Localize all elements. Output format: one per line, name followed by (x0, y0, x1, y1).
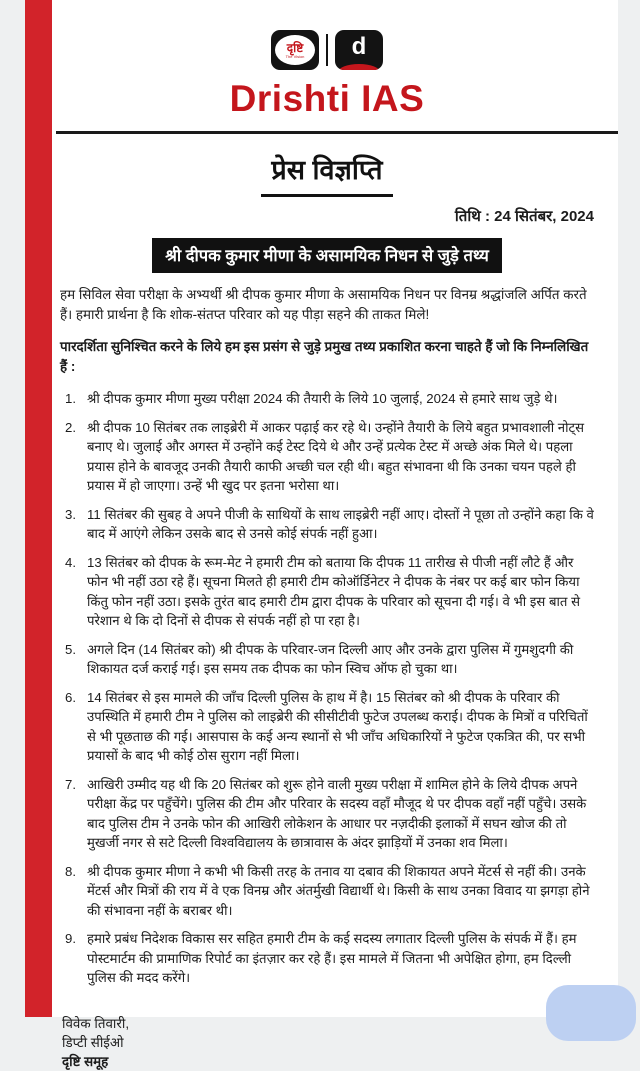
logo-ellipse (275, 35, 315, 65)
fact-item-text: 13 सितंबर को दीपक के रूम-मेट ने हमारी टीम को बताया कि दीपक 11 तारीख से पीजी नहीं लौटे हैं और फोन भी नहीं उठा रहे हैं। सूचना मिलते ही हमारी टीम कोऑर्डिनेटर ने दीपक के नंबर पर कई बार फोन किया किंतु फोन नहीं उठा। इसके तुरंत बाद हमारी टीम द्वारा दीपक के परिवार को सूचना दी गई। वे भी इस बात से परेशान थे कि दो दिनों से दीपक से संपर्क नहीं हो पा रहा है। (87, 554, 580, 628)
fact-item-number: 4. (65, 554, 76, 570)
drishti-logo (60, 30, 594, 70)
signatory-organization: दृष्टि समूह (62, 1053, 109, 1069)
drishti-d-logo-icon (335, 30, 383, 70)
fact-item-text: अगले दिन (14 सितंबर को) श्री दीपक के परिवार-जन दिल्ली आए और उनके द्वारा पुलिस में गुमशुदगी की शिकायत दर्ज कराई गई। इस समय तक दीपक का फोन स्विच ऑफ हो चुका था। (87, 641, 574, 676)
fact-item-number: 6. (65, 689, 76, 705)
date-label: तिथि : 24 सितंबर, 2024 (454, 208, 594, 225)
signature-block (60, 1014, 594, 1071)
fact-item-number: 8. (65, 863, 76, 879)
fact-item (60, 505, 594, 544)
fact-item (60, 775, 594, 853)
signatory-name: विवेक तिवारी, (62, 1015, 130, 1031)
fact-item-text: आखिरी उम्मीद यह थी कि 20 सितंबर को शुरू होने वाली मुख्य परीक्षा में शामिल होने के लिये दीपक अपने परीक्षा केंद्र पर पहुँचेंगे। पुलिस की टीम और परिवार के सदस्य वहाँ मौजूद थे पर दीपक वहाँ नहीं पहुँचे। उसके बाद पुलिस टीम ने उनके फोन की आखिरी लोकेशन के आधार पर नज़दीकी इलाकों में सघन खोज की तो मुखर्जी नगर से सटे दिल्ली विश्वविद्यालय के छात्रावास के अंदर झाड़ियों में उनका शव मिला। (87, 776, 587, 850)
brand-title: Drishti IAS (229, 78, 425, 119)
fact-item (60, 553, 594, 631)
fact-item-number: 2. (65, 419, 76, 435)
fact-item (60, 688, 594, 766)
subject-banner: श्री दीपक कुमार मीणा के असामयिक निधन से जुड़े तथ्य (152, 238, 502, 273)
blue-highlight-overlay (546, 985, 636, 1041)
signatory-designation: डिप्टी सीईओ (62, 1034, 124, 1050)
facts-list (60, 389, 594, 988)
fact-item-number: 9. (65, 931, 76, 946)
lead-paragraph: पारदर्शिता सुनिश्चित करने के लिये हम इस प्रसंग से जुड़े प्रमुख तथ्य प्रकाशित करना चाहते हैं जो कि निम्नलिखित हैं : (60, 339, 589, 374)
drishti-hindi-logo-icon (271, 30, 319, 70)
left-accent-bar (25, 0, 52, 1017)
fact-item-text: हमारे प्रबंध निदेशक विकास सर सहित हमारी टीम के कई सदस्य लगातार दिल्ली पुलिस के संपर्क में हैं। हम पोस्टमार्टम की प्रामाणिक रिपोर्ट का इंतज़ार कर रहे हैं। इस मामले में जितना भी अपेक्षित होगा, हम दिल्ली पुलिस की मदद करेंगे। (87, 931, 577, 985)
fact-item-number: 1. (65, 391, 76, 406)
logo-divider (326, 34, 328, 66)
logo-tagline: The Vision (285, 53, 305, 59)
doc-title: प्रेस विज्ञप्ति (261, 150, 392, 197)
logo-hindi-text: दृष्टि (286, 40, 304, 55)
fact-item-number: 3. (65, 506, 76, 522)
fact-item (60, 640, 594, 679)
fact-item-text: श्री दीपक कुमार मीणा ने कभी भी किसी तरह के तनाव या दबाव की शिकायत अपने मेंटर्स से नहीं की। उनके मेंटर्स और मित्रों की राय में वे एक विनम्र और अंतर्मुखी विद्यार्थी थे। किसी के साथ उनका विवाद या झगड़ा होने की संभावना नहीं के बराबर थी। (87, 863, 590, 918)
fact-item-text: 11 सितंबर की सुबह वे अपने पीजी के साथियों के साथ लाइब्रेरी नहीं आए। दोस्तों ने पूछा तो उन्होंने कहा कि वे बाद में आएंगे लेकिन उसके बाद से उनसे कोई संपर्क नहीं हुआ। (87, 506, 594, 541)
fact-item-text: श्री दीपक कुमार मीणा मुख्य परीक्षा 2024 की तैयारी के लिये 10 जुलाई, 2024 से हमारे साथ जुड़े थे। (87, 391, 558, 406)
logo-d-letter: d (351, 33, 367, 60)
header-divider (56, 131, 618, 134)
fact-item (60, 418, 594, 496)
fact-item-number: 7. (65, 776, 76, 792)
intro-paragraph: हम सिविल सेवा परीक्षा के अभ्यर्थी श्री दीपक कुमार मीणा के असामयिक निधन पर विनम्र श्रद्धांजलि अर्पित करते हैं। हमारी प्रार्थना है कि शोक-संतप्त परिवार को यह पीड़ा सहने की ताकत मिले! (60, 287, 587, 322)
logo-red-swoosh (338, 64, 380, 70)
fact-item-number: 5. (65, 641, 76, 657)
fact-item-text: श्री दीपक 10 सितंबर तक लाइब्रेरी में आकर पढ़ाई कर रहे थे। उन्होंने तैयारी के लिये बहुत प्रभावशाली नोट्स बनाए थे। जुलाई और अगस्त में उन्होंने कई टेस्ट दिये थे और उन्हें प्रत्येक टेस्ट में अच्छे अंक मिले थे। पहला प्रयास होने के बावजूद उनकी तैयारी काफी अच्छी चल रही थी। बहुत संभावना थी कि उनका चयन पहले ही प्रयास में हो जाएगा। उन्हें भी खुद पर इतना भरोसा था। (87, 419, 585, 493)
press-release-page (52, 0, 618, 1069)
fact-item (60, 929, 594, 988)
fact-item-text: 14 सितंबर से इस मामले की जाँच दिल्ली पुलिस के हाथ में है। 15 सितंबर को श्री दीपक के परिवार की उपस्थिति में हमारी टीम ने पुलिस को लाइब्रेरी की सीसीटीवी फुटेज उपलब्ध कराई। दीपक के मित्रों व परिचितों से भी पूछताछ की गई। आसपास के कई अन्य स्थानों से भी जाँच अधिकारियों ने फुटेज एकत्रित की, पर सभी प्रयासों के बाद भी कोई ठोस सुराग नहीं मिला। (87, 689, 588, 763)
fact-item (60, 862, 594, 921)
fact-item (60, 389, 594, 409)
